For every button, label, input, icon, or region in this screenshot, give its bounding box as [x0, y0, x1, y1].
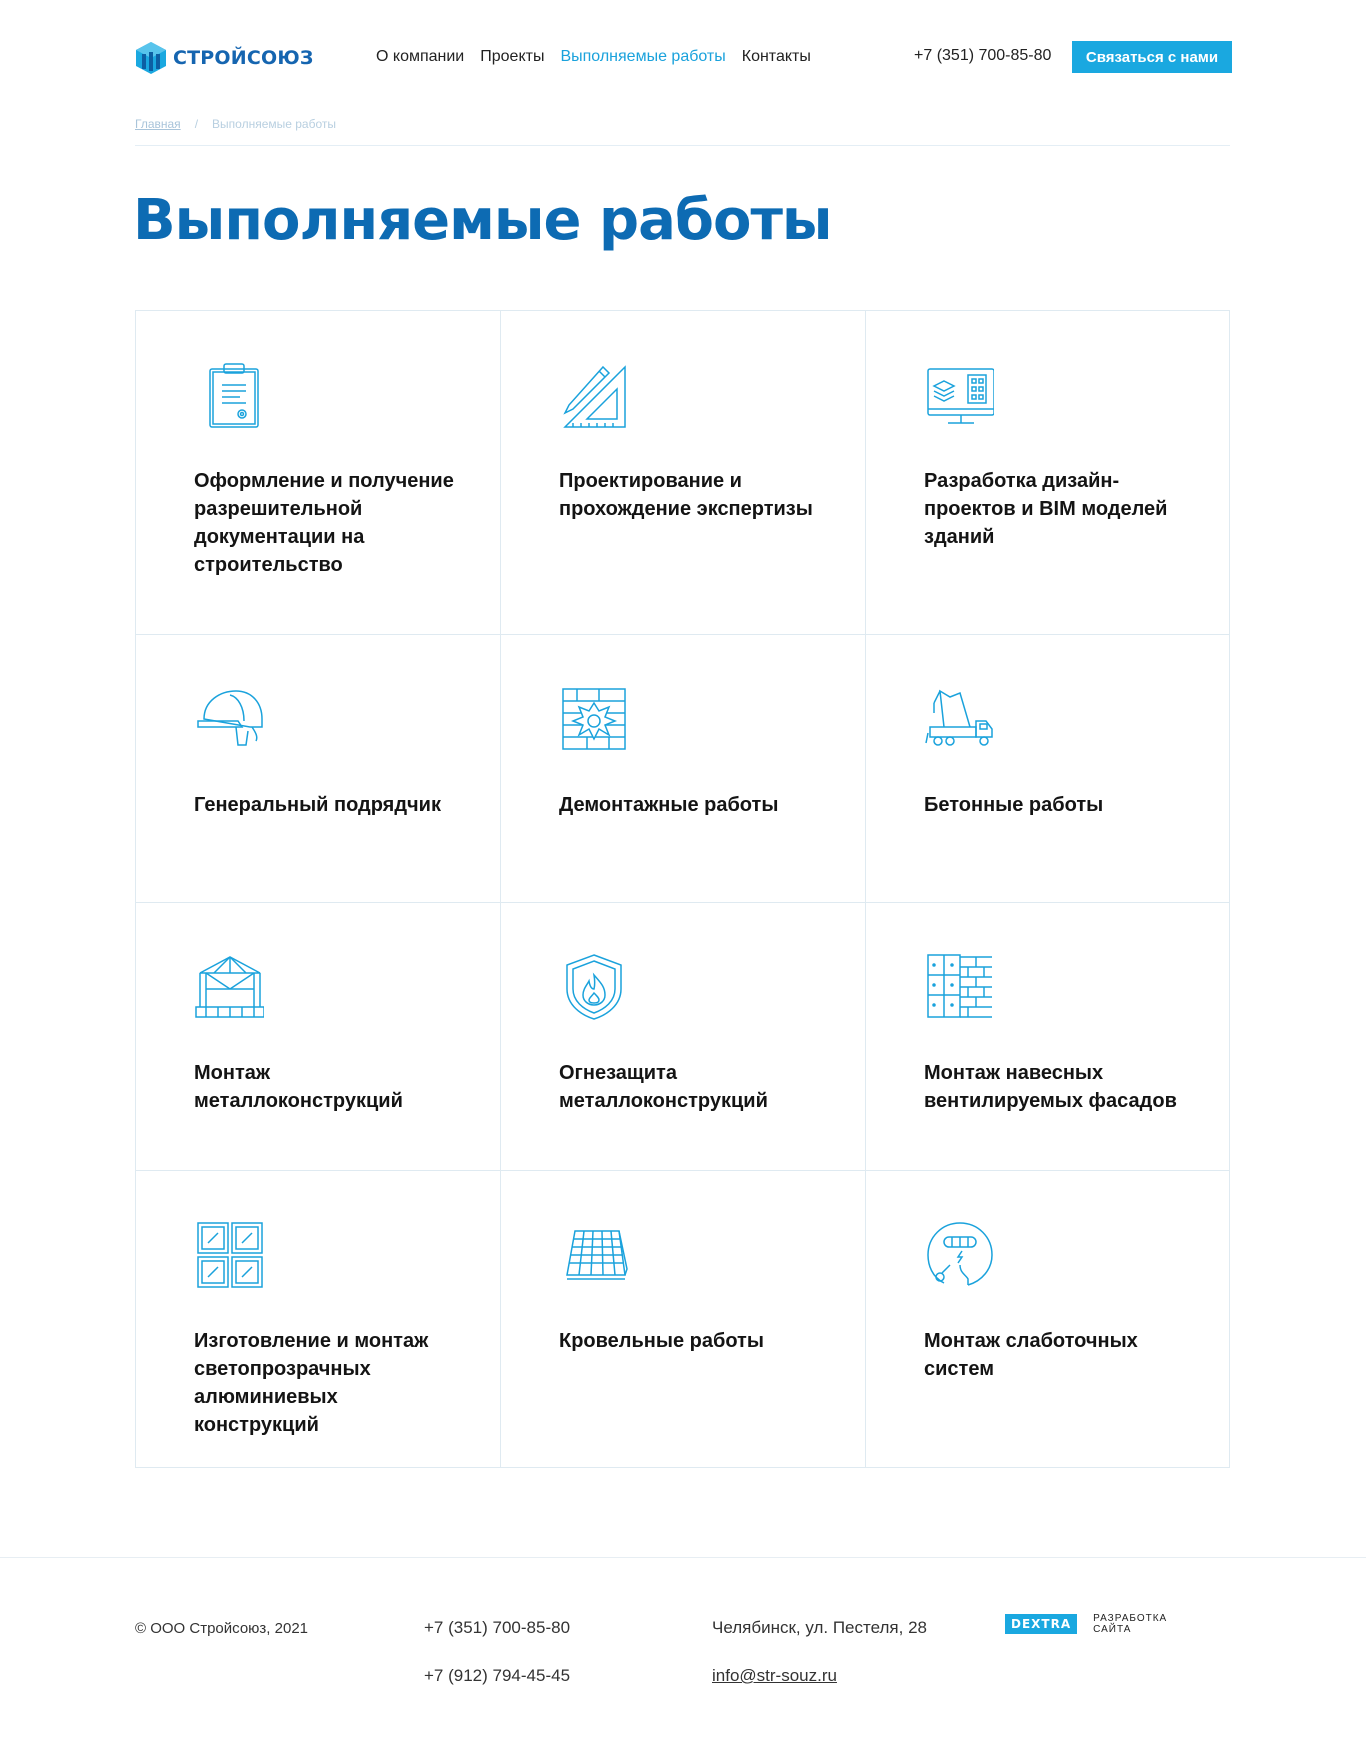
breadcrumb-home[interactable]: Главная: [135, 117, 181, 131]
service-label: Монтаж слаботочных систем: [924, 1330, 1138, 1380]
nav-item-contacts[interactable]: Контакты: [741, 48, 811, 65]
nav-item-services[interactable]: Выполняемые работы: [560, 48, 726, 65]
service-label: Огнезащита металлоконструкций: [559, 1062, 768, 1112]
logo[interactable]: [135, 41, 314, 75]
page-title: Выполняемые работы: [133, 188, 832, 253]
logo-icon: [135, 41, 167, 75]
service-card-design[interactable]: [501, 311, 866, 635]
service-card-facades[interactable]: [866, 903, 1229, 1171]
monitor-bim-icon: [924, 359, 994, 429]
service-card-low-voltage[interactable]: [866, 1171, 1229, 1467]
fire-shield-icon: [559, 951, 629, 1021]
footer-address: Челябинск, ул. Пестеля, 28: [712, 1618, 927, 1637]
window-frame-icon: [194, 1219, 264, 1289]
service-label: Монтаж навесных вентилируемых фасадов: [924, 1062, 1177, 1112]
pencil-ruler-icon: [559, 359, 629, 429]
service-label: Бетонные работы: [924, 794, 1104, 816]
service-card-roofing[interactable]: [501, 1171, 866, 1467]
footer-divider: [0, 1557, 1366, 1558]
header-phone[interactable]: +7 (351) 700-85-80: [914, 47, 1052, 64]
footer-email-link[interactable]: info@str-souz.ru: [712, 1666, 837, 1685]
breadcrumb: [135, 117, 336, 131]
logo-text: СТРОЙСОЮЗ: [173, 47, 314, 69]
service-label: Оформление и получение разрешительной документации на строительство: [194, 470, 454, 576]
site-header: [135, 38, 1230, 78]
service-card-aluminium[interactable]: [136, 1171, 501, 1467]
nav-item-about[interactable]: О компании: [376, 48, 465, 65]
service-card-demolition[interactable]: [501, 635, 866, 903]
breadcrumb-separator: /: [194, 117, 199, 131]
low-voltage-cable-icon: [924, 1219, 994, 1289]
service-card-concrete[interactable]: [866, 635, 1229, 903]
dextra-logo: DEXTRA: [1005, 1614, 1077, 1634]
footer-phone-2[interactable]: +7 (912) 794-45-45: [424, 1666, 571, 1685]
developer-credit[interactable]: [1005, 1613, 1173, 1635]
service-label: Генеральный подрядчик: [194, 794, 441, 816]
service-card-steel[interactable]: [136, 903, 501, 1171]
nav-item-projects[interactable]: Проекты: [480, 48, 545, 65]
service-label: Проектирование и прохождение экспертизы: [559, 470, 813, 520]
service-label: Монтаж металлоконструкций: [194, 1062, 403, 1112]
developer-credit-text: РАЗРАБОТКА САЙТА: [1093, 1613, 1168, 1635]
clipboard-document-icon: [194, 359, 264, 429]
service-label: Демонтажные работы: [559, 794, 779, 816]
service-label: Изготовление и монтаж светопрозрачных алюминиевых конструкций: [194, 1330, 429, 1436]
service-label: Кровельные работы: [559, 1330, 764, 1352]
main-nav: [376, 48, 827, 66]
service-card-general-contractor[interactable]: [136, 635, 501, 903]
service-card-fireproofing[interactable]: [501, 903, 866, 1171]
footer-copyright: © ООО Стройсоюз, 2021: [135, 1620, 308, 1637]
hard-hat-icon: [194, 683, 264, 753]
contact-us-button[interactable]: Связаться с нами: [1072, 41, 1232, 73]
facade-panels-icon: [924, 951, 994, 1021]
service-card-bim[interactable]: [866, 311, 1229, 635]
roof-icon: [559, 1219, 629, 1289]
breadcrumb-current: Выполняемые работы: [212, 117, 337, 131]
service-label: Разработка дизайн-проектов и BIM моделей зданий: [924, 470, 1168, 548]
footer-phone-1[interactable]: +7 (351) 700-85-80: [424, 1618, 571, 1637]
services-grid: [135, 310, 1230, 1468]
brick-wall-break-icon: [559, 683, 629, 753]
steel-frame-icon: [194, 951, 264, 1021]
service-card-permits[interactable]: [136, 311, 501, 635]
concrete-pump-truck-icon: [924, 683, 994, 753]
divider: [135, 145, 1230, 146]
